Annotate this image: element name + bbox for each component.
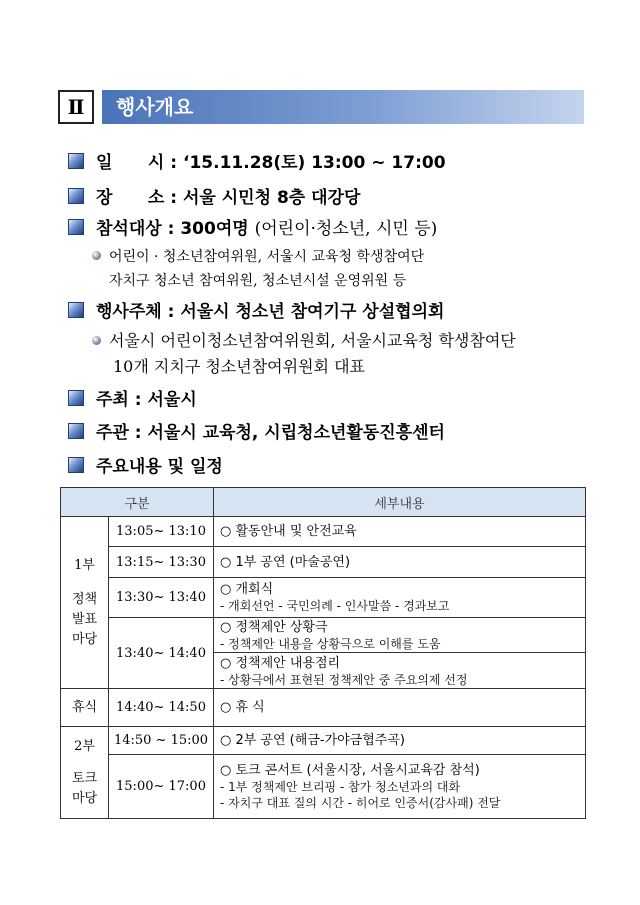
item-organizer: 행사주체 : 서울시 청소년 참여기구 상설협의회 — [68, 297, 444, 322]
part2-cell: 2부 토크 마당 — [61, 727, 109, 819]
square-bullet-icon — [68, 457, 84, 473]
organizer-sub-line2: 10개 지치구 청소년참여위원회 대표 — [113, 357, 366, 376]
row-main-2: ○ 정책제안 내용점리 — [220, 656, 341, 671]
section-number: Ⅱ — [58, 90, 94, 124]
part1-cell: 1부 정책 발표 마당 — [61, 517, 109, 689]
table-row — [61, 689, 586, 727]
row-time: 13:15~ 13:30 — [109, 547, 214, 578]
row-time: 13:30~ 13:40 — [109, 578, 214, 618]
table-row — [61, 547, 586, 578]
row-time: 15:00~ 17:00 — [109, 755, 214, 819]
row-sub: - 자치구 대표 질의 시간 - 히어로 인증서(감사패) 전달 — [220, 796, 501, 810]
table-row — [61, 618, 586, 689]
square-bullet-icon — [68, 219, 84, 235]
item-host: 주최 : 서울시 — [68, 385, 197, 410]
attendees-sub-line1: 어린이 · 청소년참여위원, 서울시 교육청 학생참여단 — [92, 246, 424, 266]
table-row — [61, 755, 586, 819]
square-bullet-icon — [68, 390, 84, 406]
item-place: 장 소 : 서울 시민청 8층 대강당 — [68, 183, 360, 208]
item-place-value: 서울 시민청 8층 대강당 — [183, 188, 361, 208]
row-sub: - 1부 정책제안 브리핑 - 참가 청소년과의 대화 — [220, 780, 461, 794]
part2-name: 2부 — [74, 738, 95, 754]
item-supervisor: 주관 : 서울시 교육청, 시립청소년활동진흥센터 — [68, 418, 445, 443]
table-row — [61, 578, 586, 618]
square-bullet-icon — [68, 153, 84, 169]
row-time: 14:50 ~ 15:00 — [109, 727, 214, 755]
square-bullet-icon — [68, 188, 84, 204]
row-main: ○ 토크 콘서트 (서울시장, 서울시교육감 참석) — [220, 763, 480, 778]
section-title-bar — [102, 90, 584, 124]
header-division: 구분 — [61, 488, 214, 517]
item-attendees-value: 300여명 — [180, 219, 249, 239]
item-host-value: 서울시 — [147, 390, 197, 410]
item-organizer-value: 서울시 청소년 참여기구 상설협의회 — [180, 302, 445, 322]
section-title: 행사개요 — [116, 95, 194, 119]
break-cell: 휴식 — [61, 689, 109, 727]
row-time: 14:40~ 14:50 — [109, 689, 214, 727]
attendees-sub-line2: 자치구 청소년 참여위원, 청소년시설 운영위원 등 — [109, 273, 407, 289]
item-attendees: 참석대상 : 300여명 (어린이·청소년, 시민 등) — [68, 214, 437, 239]
round-bullet-icon — [92, 251, 101, 260]
row-time: 13:05~ 13:10 — [109, 517, 214, 547]
row-main: ○ 활동안내 및 안전교육 — [220, 524, 357, 539]
organizer-sub-line1: 서울시 어린이청소년참여위원회, 서울시교육청 학생참여단 — [92, 328, 516, 351]
item-supervisor-value: 서울시 교육청, 시립청소년활동진흥센터 — [147, 423, 445, 443]
item-attendees-note: (어린이·청소년, 시민 등) — [254, 219, 438, 239]
header-details: 세부내용 — [214, 488, 586, 517]
row-main: ○ 개회식 — [220, 582, 274, 597]
row-sub: - 개회선언 - 국민의례 - 인사말씀 - 경과보고 — [220, 599, 450, 613]
table-header-row — [61, 488, 586, 517]
row-time: 13:40~ 14:40 — [109, 618, 214, 689]
schedule-table — [60, 487, 586, 819]
row-main: ○ 2부 공연 (해금-가야금협주곡) — [220, 733, 405, 748]
square-bullet-icon — [68, 302, 84, 318]
round-bullet-icon — [92, 336, 101, 345]
row-sub-2: - 상황극에서 표현된 정책제안 중 주요의제 선정 — [220, 673, 468, 687]
table-row — [61, 517, 586, 547]
part1-name: 1부 — [74, 557, 95, 573]
item-date: 일 시 : ‘15.11.28(토) 13:00 ~ 17:00 — [68, 148, 446, 173]
row-sub: - 정책제안 내용을 상황극으로 이해를 도움 — [220, 637, 441, 651]
row-main: ○ 정책제안 상황극 — [220, 620, 328, 635]
row-main: ○ 1부 공연 (마술공연) — [220, 554, 351, 570]
item-date-value: ‘15.11.28(토) 13:00 ~ 17:00 — [183, 153, 446, 173]
table-row — [61, 727, 586, 755]
section-header — [58, 90, 584, 126]
row-main: ○ 휴 식 — [220, 700, 265, 715]
item-schedule: 주요내용 및 일정 — [68, 452, 223, 477]
square-bullet-icon — [68, 423, 84, 439]
